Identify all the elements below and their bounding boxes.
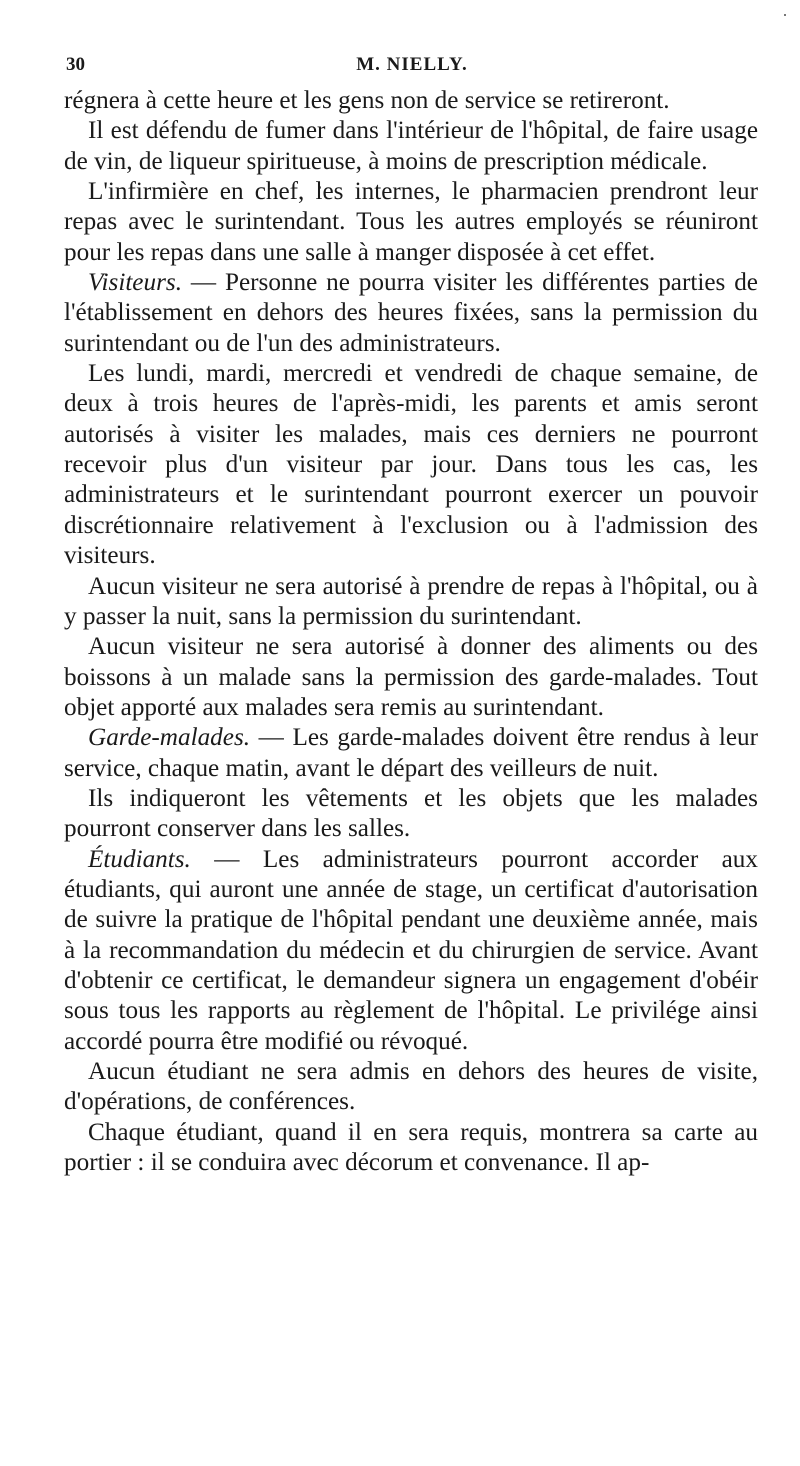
paragraph (64, 572, 758, 633)
page-header (66, 54, 758, 84)
paragraph-text: Ils indiqueront les vêtements et les objets que les malades pourront conserver dans les salles. (64, 784, 758, 843)
paragraph (64, 177, 758, 268)
paragraph-text: Aucun visiteur ne sera autorisé à prendre de repas à l'hôpital, ou à y passer la nuit, sans la permission du surintendant. (64, 572, 758, 630)
section-heading-visiteurs: Visiteurs. (88, 269, 182, 297)
paragraph (64, 1057, 758, 1118)
paragraph (64, 116, 758, 177)
paragraph-text: Chaque étudiant, quand il en sera requis, montrera sa carte au portier : il se conduira avec décorum et convenance. Il ap- (64, 1118, 758, 1177)
paragraph (64, 632, 758, 723)
paragraph-text: L'infirmière en chef, les internes, le pharmacien prendront leur repas avec le surintendant. Tous les autres employés se réuniront pour les repas dans une salle à manger disposée à cet effet. (64, 178, 758, 266)
page-number: 30 (66, 54, 85, 75)
paragraph (64, 784, 758, 845)
paragraph-text: régnera à cette heure et les gens non de service se retireront. (64, 87, 670, 114)
paragraph-text: Aucun visiteur ne sera autorisé à donner des aliments ou des boissons à un malade sans la permission des garde-malades. Tout objet apporté aux malades sera remis au surintendant. (64, 633, 758, 721)
paragraph-garde-malades (64, 723, 758, 784)
paragraph-text: Les lundi, mardi, mercredi et vendredi de chaque semaine, de deux à trois heures de l'après-midi, les parents et amis seront autorisés à visiter les malades, mais ces derniers ne pourront recevoir plus d'un visiteur par jour. Dans tous les cas, les administrateurs et le surintendant pourront exercer un pouvoir discrétionnaire relativement à l'exclusion ou à l'admission des visiteurs. (64, 360, 758, 570)
paragraph-etudiants (64, 845, 758, 1057)
paragraph (64, 359, 758, 571)
paragraph-text: — Personne ne pourra visiter les différentes parties de l'établissement en dehors des heures fixées, sans la permission du surintendant ou de l'un des administrateurs. (64, 269, 758, 357)
paragraph-text: — Les garde-malades doivent être rendus à leur service, chaque matin, avant le départ des veilleurs de nuit. (64, 724, 758, 782)
body-text (64, 86, 758, 1178)
section-heading-garde-malades: Garde-malades. (88, 724, 251, 752)
running-head: M. NIELLY. (356, 54, 468, 75)
section-heading-etudiants: Étudiants. (88, 845, 191, 873)
scan-speck (784, 14, 786, 16)
paragraph-text: — Les administrateurs pourront accorder aux étudiants, qui auront une année de stage, un certificat d'autorisation de suivre la pratique de l'hôpital pendant une deuxième année, mais à la recommandation du médecin et du chirurgien de service. Avant d'obtenir ce certificat, le demandeur signera un engagement d'obéir sous tous les rapports au règlement de l'hôpital. Le privilége ainsi accordé pourra être modifié ou révoqué. (64, 845, 758, 1055)
paragraph-visiteurs (64, 268, 758, 359)
paragraph-text: Aucun étudiant ne sera admis en dehors des heures de visite, d'opérations, de conférences. (64, 1058, 758, 1116)
paragraph (64, 1118, 758, 1179)
paragraph (64, 86, 758, 116)
paragraph-text: Il est défendu de fumer dans l'intérieur de l'hôpital, de faire usage de vin, de liqueur spiritueuse, à moins de prescription médicale. (64, 117, 758, 175)
